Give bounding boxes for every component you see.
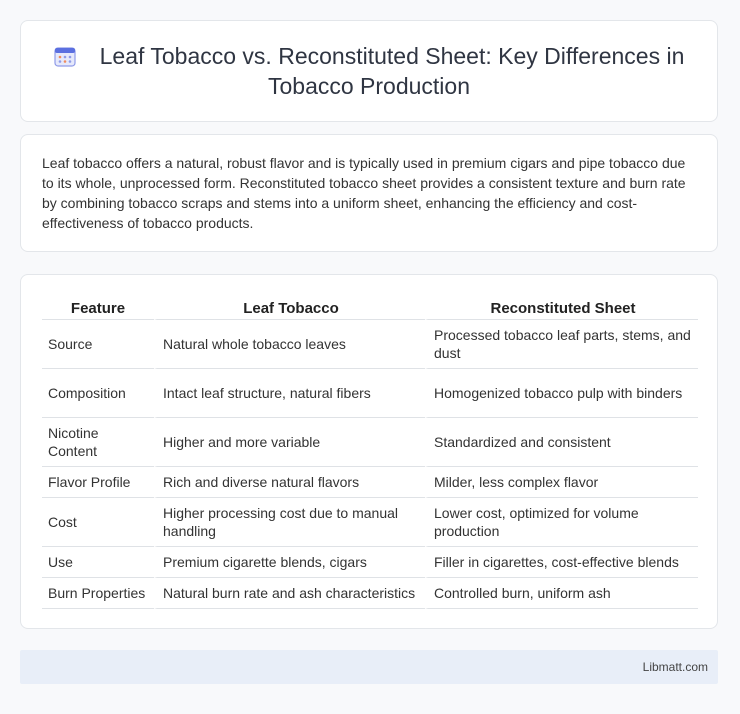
comparison-card: [20, 274, 718, 629]
feature-cell: Composition: [42, 369, 154, 418]
table-row: [42, 418, 698, 467]
page-title-wrap: [41, 41, 697, 101]
feature-cell: Burn Properties: [42, 578, 154, 609]
sheet-cell: Lower cost, optimized for volume production: [425, 498, 698, 547]
table-row: [42, 369, 698, 418]
table-row: [42, 578, 698, 609]
footer-brand[interactable]: Libmatt.com: [642, 660, 708, 674]
feature-cell: Use: [42, 547, 154, 578]
sheet-cell: Standardized and consistent: [425, 418, 698, 467]
table-row: [42, 498, 698, 547]
column-header-reconstituted-sheet: Reconstituted Sheet: [425, 295, 698, 320]
sheet-cell: Homogenized tobacco pulp with binders: [425, 369, 698, 418]
feature-cell: Source: [42, 320, 154, 369]
sheet-cell: Controlled burn, uniform ash: [425, 578, 698, 609]
leaf-cell: Higher processing cost due to manual handling: [154, 498, 425, 547]
sheet-cell: Processed tobacco leaf parts, stems, and dust: [425, 320, 698, 369]
leaf-cell: Natural burn rate and ash characteristics: [154, 578, 425, 609]
leaf-cell: Premium cigarette blends, cigars: [154, 547, 425, 578]
feature-cell: Flavor Profile: [42, 467, 154, 498]
feature-cell: Cost: [42, 498, 154, 547]
page-title: Leaf Tobacco vs. Reconstituted Sheet: Key Differences in Tobacco Production: [99, 43, 685, 99]
sheet-cell: Milder, less complex flavor: [425, 467, 698, 498]
comparison-table: [42, 295, 698, 609]
footer-bar: [20, 650, 718, 684]
leaf-cell: Higher and more variable: [154, 418, 425, 467]
intro-card: [20, 134, 718, 252]
column-header-leaf-tobacco: Leaf Tobacco: [154, 295, 425, 320]
table-row: [42, 547, 698, 578]
feature-cell: Nicotine Content: [42, 418, 154, 467]
calendar-icon: [54, 45, 76, 67]
sheet-cell: Filler in cigarettes, cost-effective blends: [425, 547, 698, 578]
intro-paragraph: Leaf tobacco offers a natural, robust flavor and is typically used in premium cigars and pipe tobacco due to its whole, unprocessed form. Reconstituted tobacco sheet provides a consistent texture and burn rate by combining tobacco scraps and stems into a uniform sheet, enhancing the efficiency and cost-effectiveness of tobacco products.: [42, 155, 686, 231]
table-header-row: [42, 295, 698, 320]
column-header-feature: Feature: [42, 295, 154, 320]
leaf-cell: Rich and diverse natural flavors: [154, 467, 425, 498]
table-row: [42, 320, 698, 369]
leaf-cell: Natural whole tobacco leaves: [154, 320, 425, 369]
table-row: [42, 467, 698, 498]
header-card: [20, 20, 718, 122]
leaf-cell: Intact leaf structure, natural fibers: [154, 369, 425, 418]
